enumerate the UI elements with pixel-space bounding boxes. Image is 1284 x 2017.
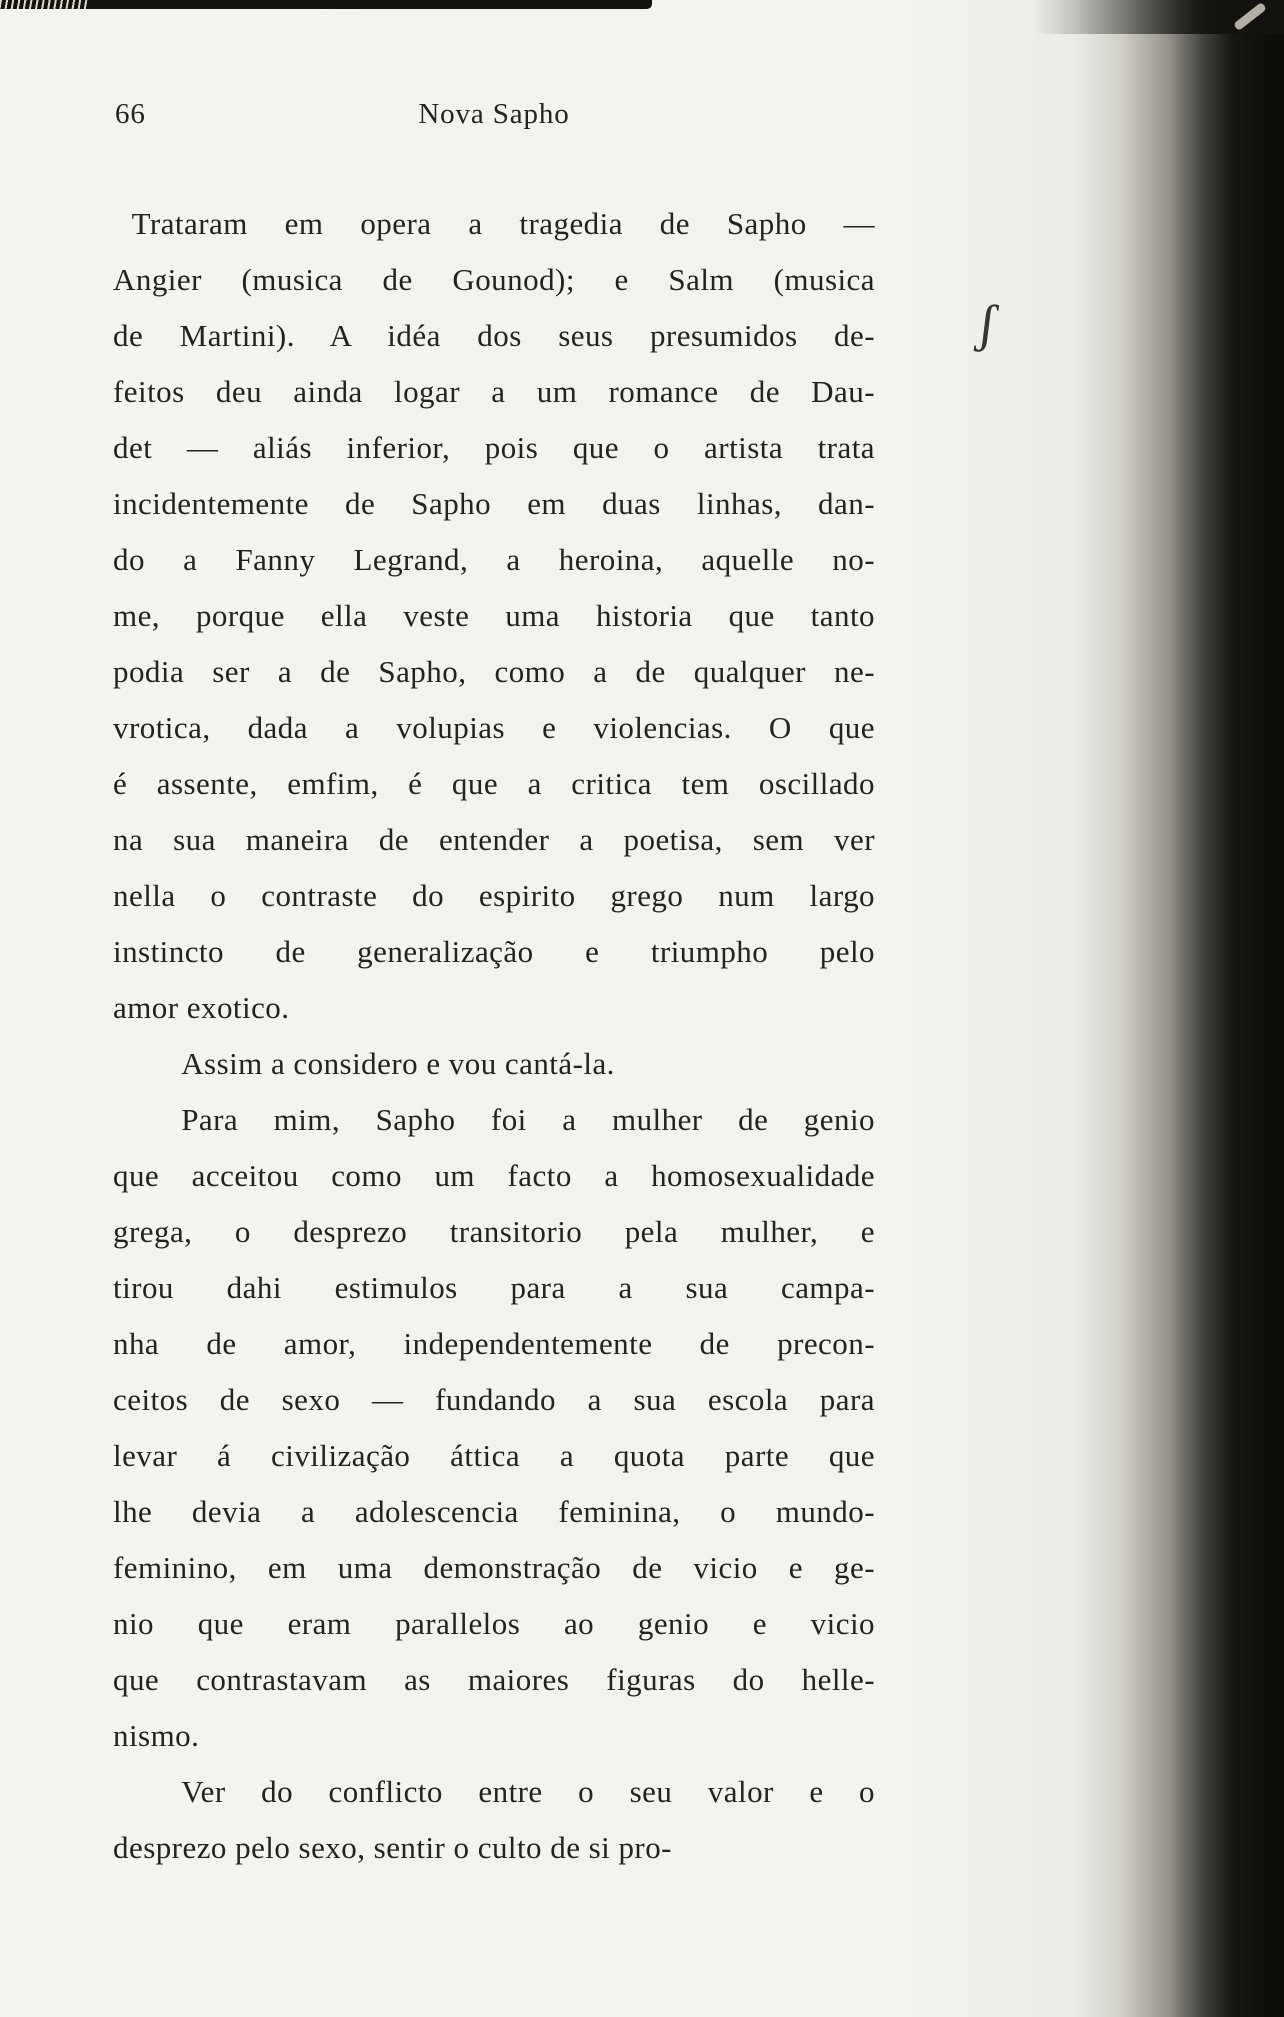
text-line: Assim a considero e vou cantá-la. <box>181 1046 615 1081</box>
scan-artifact-right-edge <box>1074 0 1284 2017</box>
text-line: nha de amor, independentemente de precon- <box>113 1326 875 1361</box>
ink-mark: ʃ <box>974 292 1000 354</box>
paragraph <box>113 1036 875 1092</box>
text-line: feminino, em uma demonstração de vicio e ge- <box>113 1550 875 1585</box>
paragraph <box>113 1092 875 1764</box>
paragraph <box>113 1764 875 1876</box>
text-line: do a Fanny Legrand, a heroina, aquelle no- <box>113 542 875 577</box>
text-line: levar á civilização áttica a quota parte que <box>113 1438 875 1473</box>
text-line: lhe devia a adolescencia feminina, o mundo- <box>113 1494 875 1529</box>
running-title: Nova Sapho <box>418 98 570 130</box>
text-line: Trataram em opera a tragedia de Sapho — <box>131 206 875 241</box>
text-line: amor exotico. <box>113 990 290 1025</box>
page-number: 66 <box>115 98 146 130</box>
text-line: instincto de generalização e triumpho pelo <box>113 934 875 969</box>
text-line: det — aliás inferior, pois que o artista trata <box>113 430 875 465</box>
page-header <box>113 98 875 140</box>
scan-artifact-top-pattern <box>0 0 90 9</box>
text-line: grega, o desprezo transitorio pela mulher, e <box>113 1214 875 1249</box>
text-line: tirou dahi estimulos para a sua campa- <box>113 1270 875 1305</box>
text-line: nismo. <box>113 1718 200 1753</box>
page-content <box>113 98 875 1876</box>
scan-artifact-top-strip <box>0 0 652 9</box>
text-line: vrotica, dada a volupias e violencias. O que <box>113 710 875 745</box>
text-line: de Martini). A idéa dos seus presumidos de- <box>113 318 875 353</box>
text-line: nio que eram parallelos ao genio e vicio <box>113 1606 875 1641</box>
text-line: é assente, emfim, é que a critica tem oscillado <box>113 766 875 801</box>
text-line: incidentemente de Sapho em duas linhas, dan- <box>113 486 875 521</box>
text-line: ceitos de sexo — fundando a sua escola para <box>113 1382 875 1417</box>
text-line: na sua maneira de entender a poetisa, sem ver <box>113 822 875 857</box>
text-line: nella o contraste do espirito grego num largo <box>113 878 875 913</box>
text-line: desprezo pelo sexo, sentir o culto de si pro- <box>113 1830 672 1865</box>
text-line: Angier (musica de Gounod); e Salm (musica <box>113 262 875 297</box>
text-line: feitos deu ainda logar a um romance de Dau- <box>113 374 875 409</box>
text-line: me, porque ella veste uma historia que tanto <box>113 598 875 633</box>
body-text <box>113 196 875 1876</box>
text-line: que contrastavam as maiores figuras do helle- <box>113 1662 875 1697</box>
text-line: podia ser a de Sapho, como a de qualquer ne- <box>113 654 875 689</box>
paragraph <box>113 196 875 1036</box>
text-line: Ver do conflicto entre o seu valor e o <box>181 1774 875 1809</box>
text-line: que acceitou como um facto a homosexualidade <box>113 1158 875 1193</box>
text-line: Para mim, Sapho foi a mulher de genio <box>181 1102 875 1137</box>
